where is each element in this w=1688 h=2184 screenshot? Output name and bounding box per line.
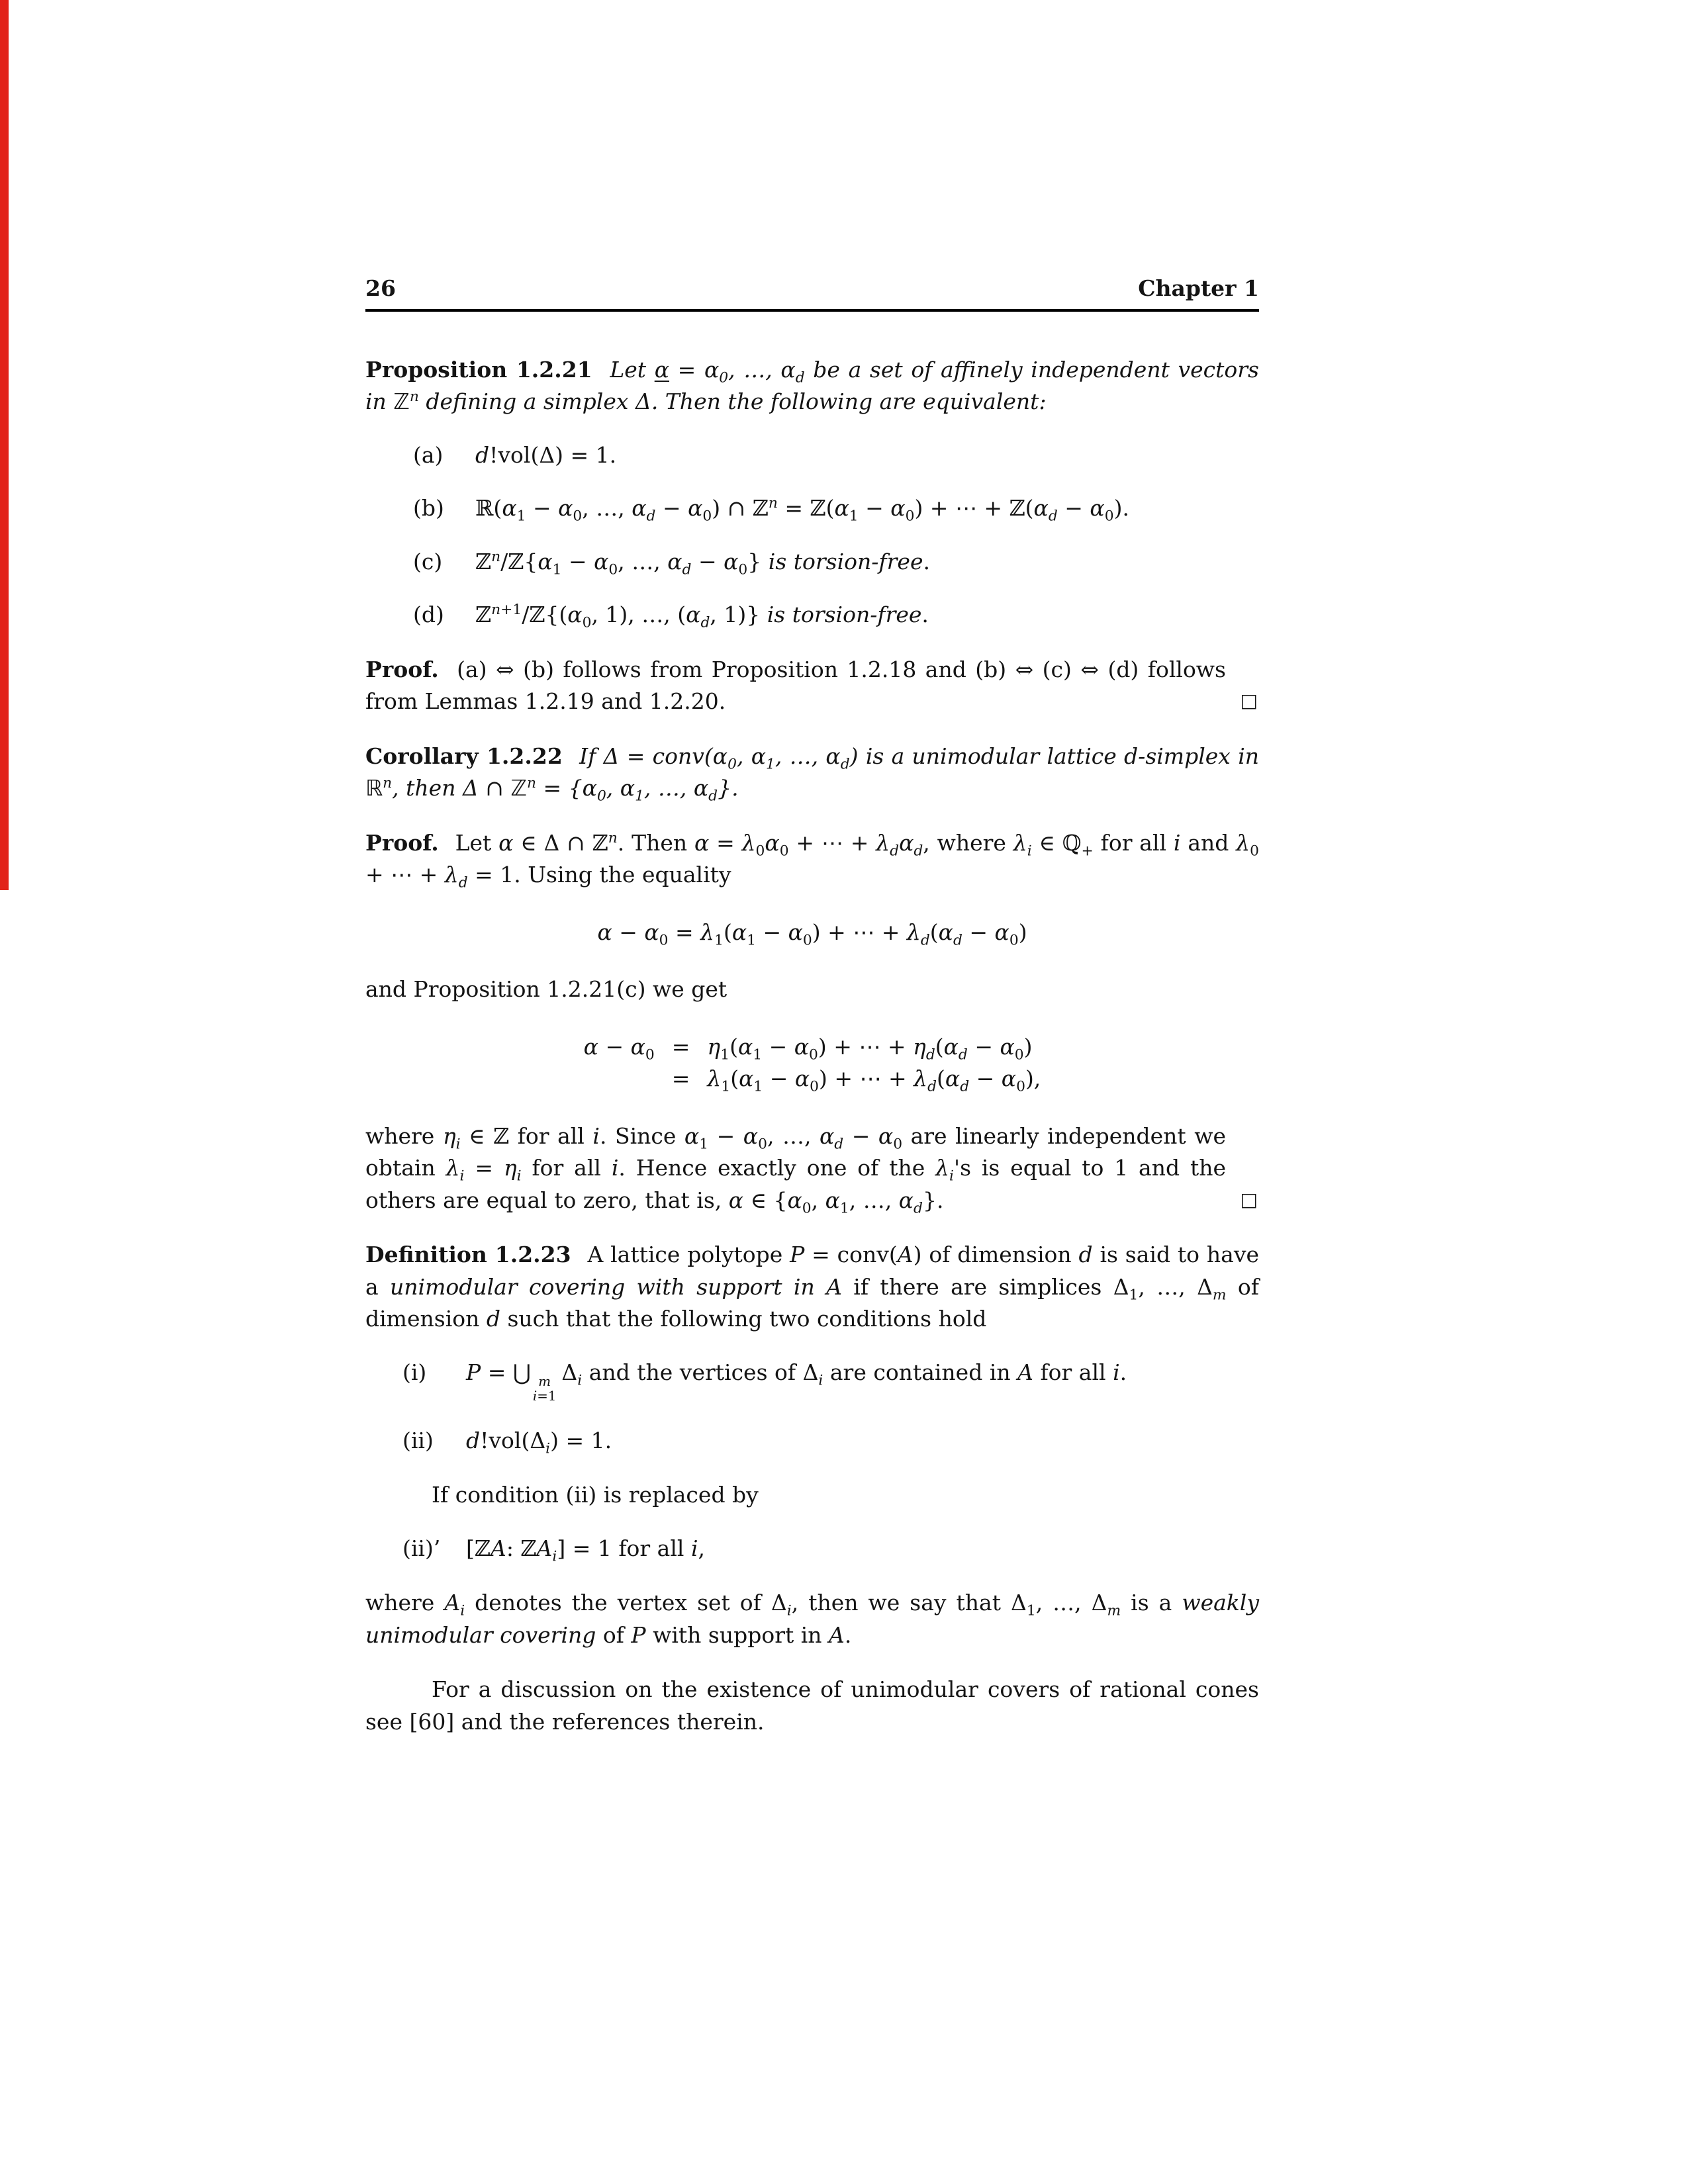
definition-1-2-23 (365, 1239, 1259, 1336)
item-body: d!vol(Δ) = 1. (475, 441, 617, 468)
equation-content: $\alpha - \alpha_0 = \lambda_1(\alpha_1 - \alpha_0)$ + ⋯ + $\lambda_d(\alpha_d - \alpha_0)$ (597, 919, 1027, 949)
def-item-ii (365, 1425, 1259, 1457)
item-tag: (d) (413, 602, 444, 627)
prop-item-c (365, 546, 1259, 578)
text-column (365, 273, 1259, 1738)
definition-statement: A lattice polytope P = conv(A) of dimension d is said to have a unimodular covering with support in A if there are simplices $\Delta_1$, …, $\Delta_m$ of dimension d such that the following two conditions hold (365, 1242, 1259, 1332)
qed-symbol: □ (1240, 690, 1258, 712)
prop-item-b (365, 492, 1259, 525)
proof-proposition (365, 654, 1259, 718)
proof-corollary-para2 (365, 974, 1259, 1006)
item-tag: (b) (413, 495, 444, 521)
eq2-lhs-empty (584, 1063, 655, 1095)
replace-note-text: If condition (ii) is replaced by (432, 1482, 759, 1508)
paragraph-text: For a discussion on the existence of unimodular covers of rational cones see [60] and the references therein. (365, 1676, 1259, 1735)
proof-corollary-para1 (365, 827, 1259, 891)
item-body: [ℤA: ℤA$_i$] = 1 for all i, (466, 1535, 705, 1565)
proposition-1-2-21 (365, 354, 1259, 418)
item-tag: (ii)’ (402, 1535, 441, 1561)
corollary-label: Corollary 1.2.22 (365, 743, 563, 769)
item-body: $d!vol(\Delta_i) = 1$. (466, 1427, 612, 1457)
item-tag: (i) (402, 1359, 427, 1385)
eq2-rhs-1: $\eta_1(\alpha_1 - \alpha_0)$ + ⋯ + $\eta_d(\alpha_d - \alpha_0)$ (707, 1033, 1033, 1064)
proof-body: and Proposition 1.2.21(c) we get (365, 976, 727, 1002)
proof-label: Proof. (365, 656, 439, 682)
proof-label: Proof. (365, 829, 439, 856)
page-edge-marker (0, 0, 9, 890)
qed-symbol: □ (1240, 1188, 1258, 1210)
closing-paragraph (365, 1674, 1259, 1738)
item-body: $ℤ^{n+1}/ℤ\{(\alpha_0$, 1), …, ($\alpha_d$, 1)} is torsion-free. (475, 602, 929, 631)
corollary-1-2-22 (365, 741, 1259, 805)
def-item-i (365, 1357, 1259, 1404)
definition-label: Definition 1.2.23 (365, 1242, 571, 1267)
item-body: $ℤ^n/ℤ\{\alpha_1 - \alpha_0$, …, $\alpha_d - \alpha_0$} is torsion-free. (475, 548, 930, 578)
item-tag: (ii) (402, 1427, 434, 1453)
running-header (365, 273, 1259, 312)
corollary-statement: If $\Delta = conv(\alpha_0$, $\alpha_1$, …, $\alpha_d$) is a unimodular lattice d-simplex in ℝ$^n$, then Δ ∩ ℤ$^n$ = {$\alpha_0$, $\alpha_1$, …, $\alpha_d$}. (365, 743, 1260, 805)
eq2-rhs-2: $\lambda_1(\alpha_1 - \alpha_0)$ + ⋯ + $\lambda_d(\alpha_d - \alpha_0)$, (707, 1066, 1041, 1095)
prop-item-d (365, 599, 1259, 631)
proposition-statement: Let $\alpha = \alpha_0$, …, $\alpha_d$ be a set of affinely independent vectors in ℤ$^n$ defining a simplex Δ. Then the following are equivalent: (365, 356, 1259, 414)
page-number: 26 (365, 275, 396, 301)
item-tag: (a) (413, 441, 444, 468)
proof-body: (a) ⇔ (b) follows from Proposition 1.2.18 and (b) ⇔ (c) ⇔ (d) follows from Lemmas 1.2.19 and 1.2.20. (365, 656, 1226, 714)
eq2-relation: = (671, 1033, 690, 1060)
proof-body: Let α ∈ Δ ∩ ℤ$^n$. Then $\alpha = \lambda_0\alpha_0$ + ⋯ + $\lambda_d\alpha_d$, where $\lambda_i$ ∈ ℚ$_+$ for all i and $\lambda_0$ + ⋯ + $\lambda_d = 1$. Using the equality (365, 829, 1259, 891)
proof-body: where $\eta_i$ ∈ ℤ for all i. Since $\alpha_1 - \alpha_0$, …, $\alpha_d - \alpha_0$ are linearly independent we obtain $\lambda_i = \eta_i$ for all i. Hence exactly one of the $\lambda_i's$ is equal to 1 and the others are equal to zero, that is, α ∈ {$\alpha_0$, $\alpha_1$, …, $\alpha_d$}. (365, 1122, 1227, 1217)
def-item-ii-prime (365, 1533, 1259, 1565)
proof-corollary-para3 (365, 1120, 1259, 1217)
weakly-unimodular-paragraph (365, 1587, 1259, 1651)
replace-note (365, 1479, 1259, 1512)
eq2-relation: = (671, 1066, 690, 1091)
paragraph-text: where $A_i$ denotes the vertex set of $\Delta_i$, then we say that $\Delta_1$, …, $\Delta_m$ is a weakly unimodular covering of P with support in A. (365, 1590, 1259, 1648)
aligned-equations (584, 1031, 1041, 1095)
equation-1 (365, 917, 1259, 949)
proposition-label: Proposition 1.2.21 (365, 356, 592, 383)
eq2-lhs: $\alpha - \alpha_0$ (583, 1033, 655, 1064)
prop-item-a (365, 439, 1259, 472)
item-body: P = ⋃ m i=1 $\Delta_i$ and the vertices of $\Delta_i$ are contained in A for all i. (466, 1359, 1127, 1404)
item-tag: (c) (413, 548, 443, 574)
chapter-title: Chapter 1 (1138, 275, 1259, 301)
item-body: $ℝ(\alpha_1 - \alpha_0$, …, $\alpha_d - \alpha_0$) ∩ ℤ$^n$ = $ℤ(\alpha_1 - \alpha_0)$ + ⋯ + $ℤ(\alpha_d - \alpha_0)$. (475, 495, 1129, 525)
equation-2 (365, 1031, 1259, 1095)
